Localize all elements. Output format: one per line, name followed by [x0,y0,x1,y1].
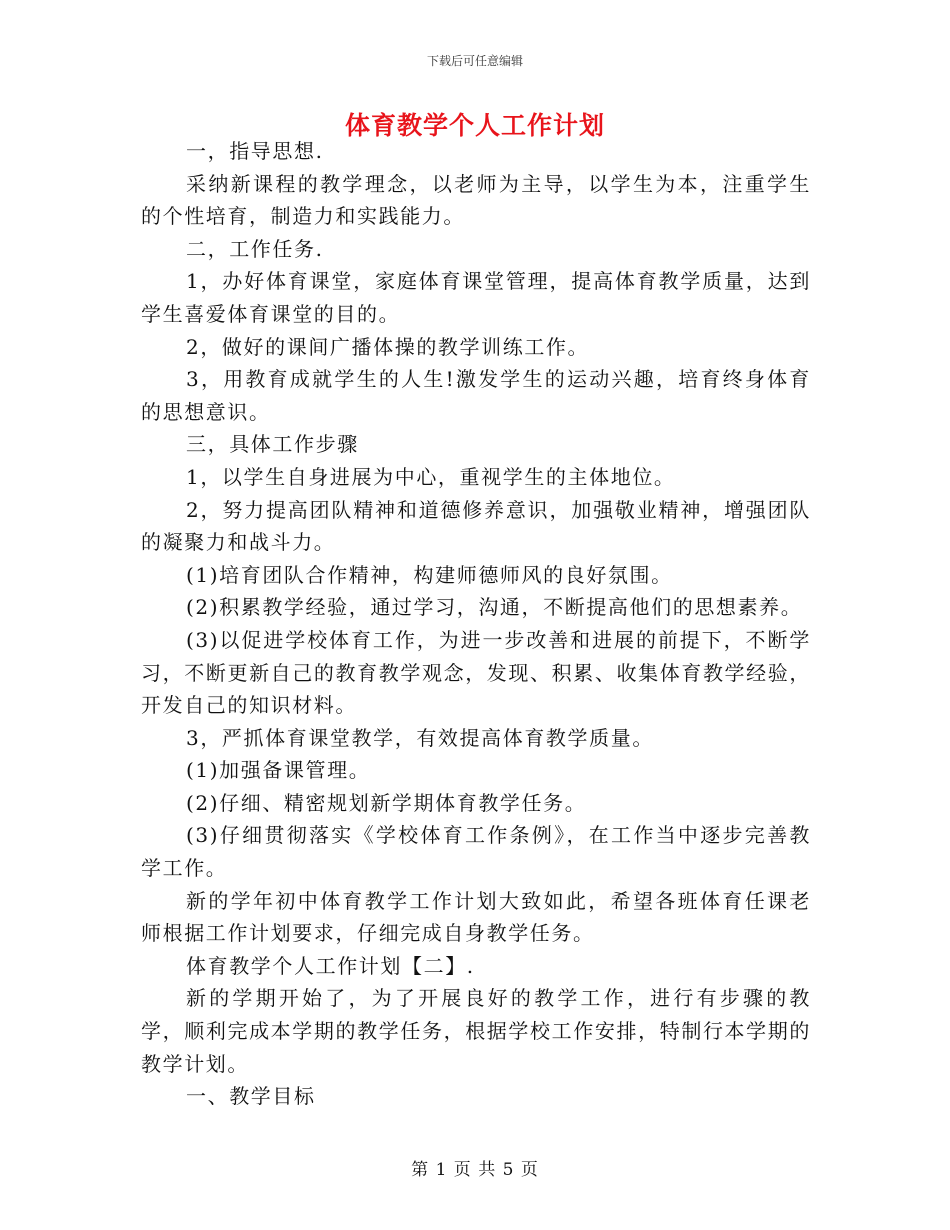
paragraph: 1，办好体育课堂，家庭体育课堂管理，提高体育教学质量，达到学生喜爱体育课堂的目的。 [141,269,811,326]
paragraph: 新的学期开始了，为了开展良好的教学工作，进行有步骤的教学，顺利完成本学期的教学任务，根据学校工作安排，特制行本学期的教学计划。 [141,986,811,1076]
paragraph: 一、教学目标 [186,1084,316,1109]
paragraph: 3，用教育成就学生的人生!激发学生的运动兴趣，培育终身体育的思想意识。 [141,367,811,424]
paragraph: 二，工作任务. [186,236,324,261]
paragraph: 3，严抓体育课堂教学，有效提高体育教学质量。 [186,725,654,750]
paragraph: 体育教学个人工作计划【二】. [186,953,475,978]
paragraph: (1)加强备课管理。 [186,758,371,783]
paragraph: (3)以促进学校体育工作，为进一步改善和进展的前提下，不断学习，不断更新自己的教育教学观念，发现、积累、收集体育教学经验，开发自己的知识材料。 [141,627,811,718]
header-note: 下载后可任意编辑 [426,54,523,68]
paragraph: (2)积累教学经验，通过学习，沟通，不断提高他们的思想素养。 [186,595,803,620]
paragraph: 1，以学生自身进展为中心，重视学生的主体地位。 [186,464,676,489]
document-title: 体育教学个人工作计划 [344,111,605,140]
paragraph: (2)仔细、精密规划新学期体育教学任务。 [186,790,587,815]
paragraph: 2，做好的课间广播体操的教学训练工作。 [186,334,590,359]
paragraph: 一，指导思想. [186,139,324,163]
paragraph: 三，具体工作步骤 [186,432,359,457]
paragraph: (3)仔细贯彻落实《学校体育工作条例》，在工作当中逐步完善教学工作。 [141,823,811,881]
paragraph: 2，努力提高团队精神和道德修养意识，加强敬业精神，增强团队的凝聚力和战斗力。 [141,497,811,555]
document-body [141,135,811,1113]
page-number-footer: 第 1 页 共 5 页 [411,1160,539,1180]
paragraph: (1)培育团队合作精神，构建师德师风的良好氛围。 [186,562,673,587]
paragraph: 新的学年初中体育教学工作计划大致如此，希望各班体育任课老师根据工作计划要求，仔细完成自身教学任务。 [141,888,811,946]
paragraph: 采纳新课程的教学理念，以老师为主导，以学生为本，注重学生的个性培育，制造力和实践能力。 [141,171,811,229]
